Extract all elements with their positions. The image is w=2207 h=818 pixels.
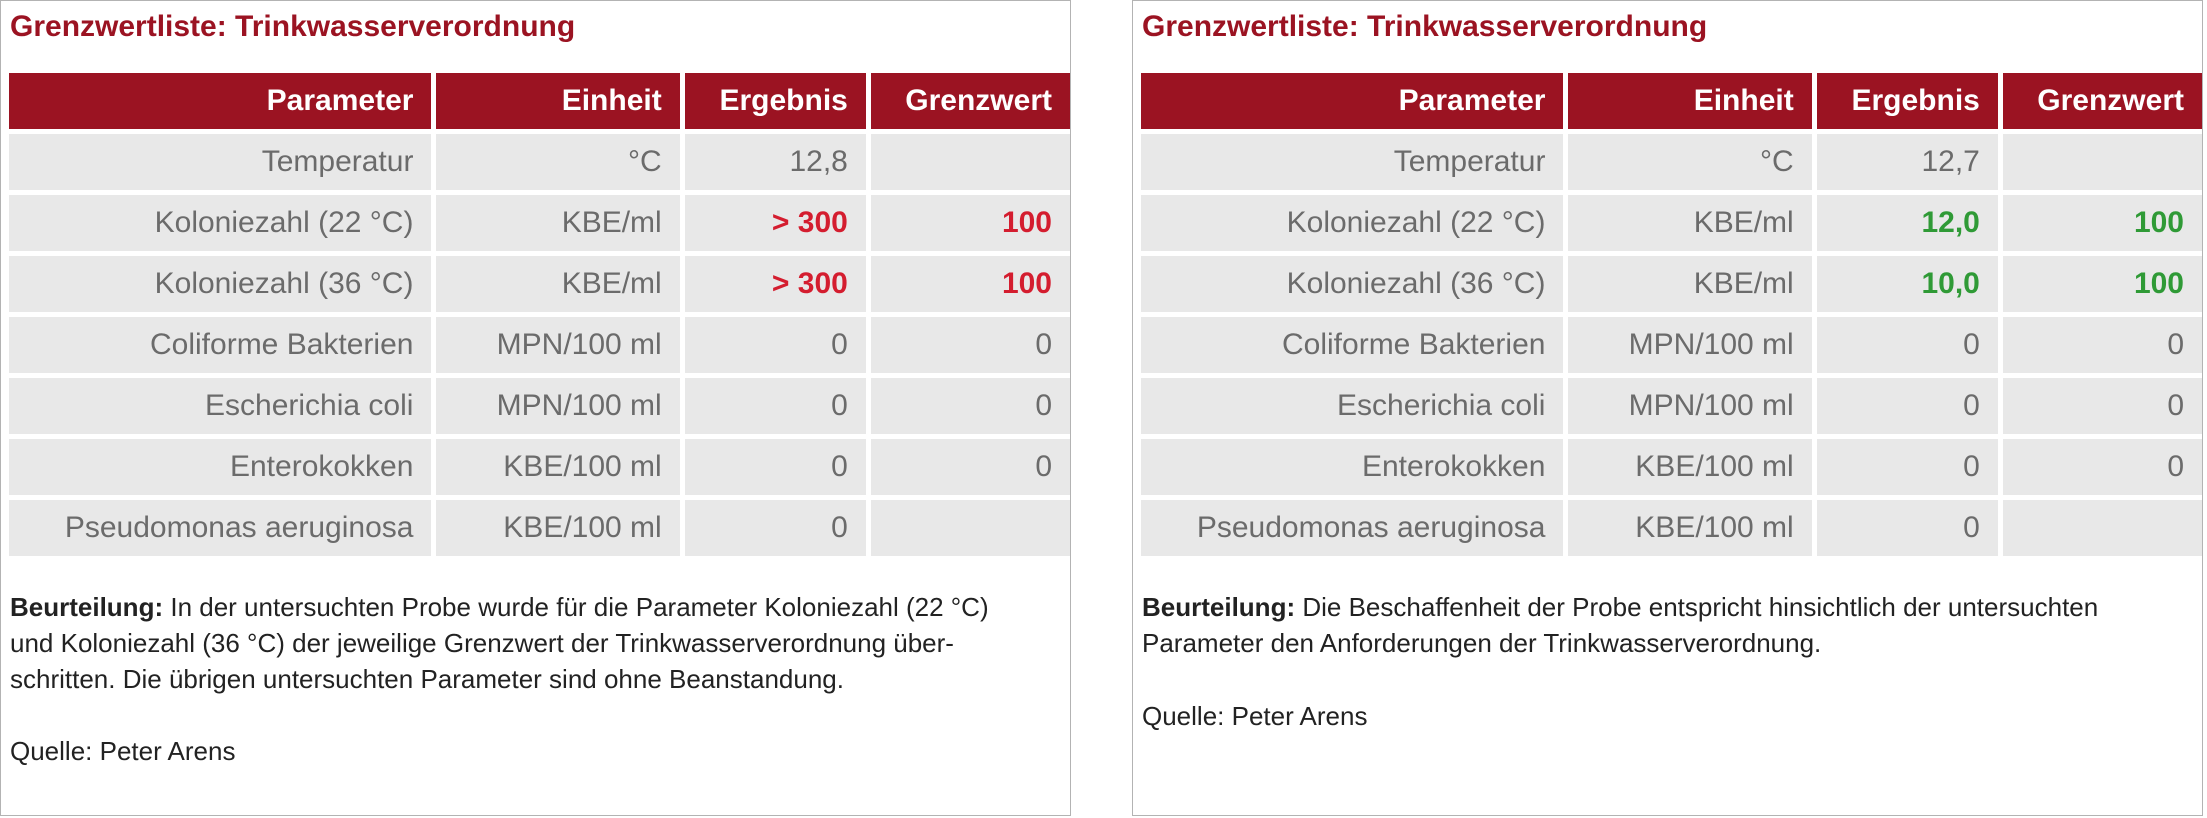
parameter-cell: Koloniezahl (22 °C) [9,195,431,251]
column-header-limit: Grenzwert [871,73,1070,129]
unit-cell: KBE/ml [1568,256,1811,312]
limit-cell [2003,134,2202,190]
unit-cell: MPN/100 ml [436,378,679,434]
assessment-text [10,589,1070,697]
result-cell: 0 [1817,317,1998,373]
result-cell: 12,0 [1817,195,1998,251]
limit-cell: 100 [2003,256,2202,312]
unit-cell: °C [1568,134,1811,190]
result-cell: > 300 [685,256,866,312]
limit-cell [871,500,1070,556]
assessment-line [10,589,1070,625]
column-header-limit: Grenzwert [2003,73,2202,129]
parameter-cell: Pseudomonas aeruginosa [9,500,431,556]
unit-cell: °C [436,134,679,190]
assessment-line: schritten. Die übrigen untersuchten Parameter sind ohne Beanstandung. [10,664,844,694]
panel-title: Grenzwertliste: Trinkwasserverordnung [10,10,576,43]
limit-cell: 0 [871,378,1070,434]
limit-cell: 0 [2003,317,2202,373]
result-cell: > 300 [685,195,866,251]
limit-cell [2003,500,2202,556]
parameter-cell: Coliforme Bakterien [1141,317,1563,373]
table-row [9,317,1070,373]
limit-cell: 0 [871,439,1070,495]
unit-cell: MPN/100 ml [1568,317,1811,373]
limit-cell [871,134,1070,190]
parameter-cell: Koloniezahl (22 °C) [1141,195,1563,251]
limit-cell: 100 [871,256,1070,312]
result-cell: 0 [685,378,866,434]
unit-cell: MPN/100 ml [436,317,679,373]
parameter-cell: Escherichia coli [1141,378,1563,434]
table-row [1141,500,2202,556]
column-header-unit: Einheit [436,73,679,129]
limit-list-panel-left [0,0,1071,816]
assessment-line-text: In der untersuchten Probe wurde für die Parameter Koloniezahl (22 °C) [170,592,989,622]
assessment-text [1142,589,2202,661]
result-cell: 0 [1817,378,1998,434]
source-credit: Quelle: Peter Arens [1142,701,1368,731]
column-header-unit: Einheit [1568,73,1811,129]
parameter-cell: Enterokokken [9,439,431,495]
panel-title: Grenzwertliste: Trinkwasserverordnung [1142,10,1708,43]
table-row [9,378,1070,434]
parameter-cell: Coliforme Bakterien [9,317,431,373]
parameter-cell: Escherichia coli [9,378,431,434]
table-header-row [9,73,1070,129]
result-cell: 0 [685,500,866,556]
table-row [1141,256,2202,312]
unit-cell: KBE/ml [1568,195,1811,251]
parameter-cell: Koloniezahl (36 °C) [9,256,431,312]
table-row [1141,195,2202,251]
unit-cell: KBE/100 ml [1568,500,1811,556]
result-cell: 10,0 [1817,256,1998,312]
result-cell: 0 [685,317,866,373]
unit-cell: KBE/100 ml [436,500,679,556]
parameter-cell: Pseudomonas aeruginosa [1141,500,1563,556]
assessment-line-text: Die Beschaffenheit der Probe entspricht hinsichtlich der untersuchten [1302,592,2099,622]
table-row [9,195,1070,251]
column-header-result: Ergebnis [685,73,866,129]
column-header-parameter: Parameter [1141,73,1563,129]
table-row [9,256,1070,312]
table-row [9,500,1070,556]
unit-cell: KBE/ml [436,256,679,312]
result-cell: 0 [1817,500,1998,556]
parameter-cell: Enterokokken [1141,439,1563,495]
limit-cell: 100 [871,195,1070,251]
limit-cell: 0 [871,317,1070,373]
limit-cell: 0 [2003,378,2202,434]
assessment-label: Beurteilung: [10,592,164,622]
table-row [9,439,1070,495]
parameter-cell: Koloniezahl (36 °C) [1141,256,1563,312]
limit-table [1136,68,2207,561]
parameter-cell: Temperatur [9,134,431,190]
unit-cell: KBE/100 ml [1568,439,1811,495]
assessment-line: Parameter den Anforderungen der Trinkwasserverordnung. [1142,628,1822,658]
result-cell: 0 [685,439,866,495]
table-row [1141,317,2202,373]
assessment-label: Beurteilung: [1142,592,1296,622]
result-cell: 0 [1817,439,1998,495]
table-row [1141,378,2202,434]
unit-cell: KBE/ml [436,195,679,251]
result-cell: 12,7 [1817,134,1998,190]
result-cell: 12,8 [685,134,866,190]
table-row [1141,134,2202,190]
parameter-cell: Temperatur [1141,134,1563,190]
column-header-result: Ergebnis [1817,73,1998,129]
limit-cell: 0 [2003,439,2202,495]
assessment-line: und Koloniezahl (36 °C) der jeweilige Grenzwert der Trinkwasserverordnung über- [10,628,954,658]
limit-cell: 100 [2003,195,2202,251]
source-credit: Quelle: Peter Arens [10,736,236,766]
assessment-line [1142,589,2202,625]
table-header-row [1141,73,2202,129]
unit-cell: MPN/100 ml [1568,378,1811,434]
column-header-parameter: Parameter [9,73,431,129]
limit-table [4,68,1075,561]
unit-cell: KBE/100 ml [436,439,679,495]
table-row [1141,439,2202,495]
table-row [9,134,1070,190]
limit-list-panel-right [1132,0,2203,816]
